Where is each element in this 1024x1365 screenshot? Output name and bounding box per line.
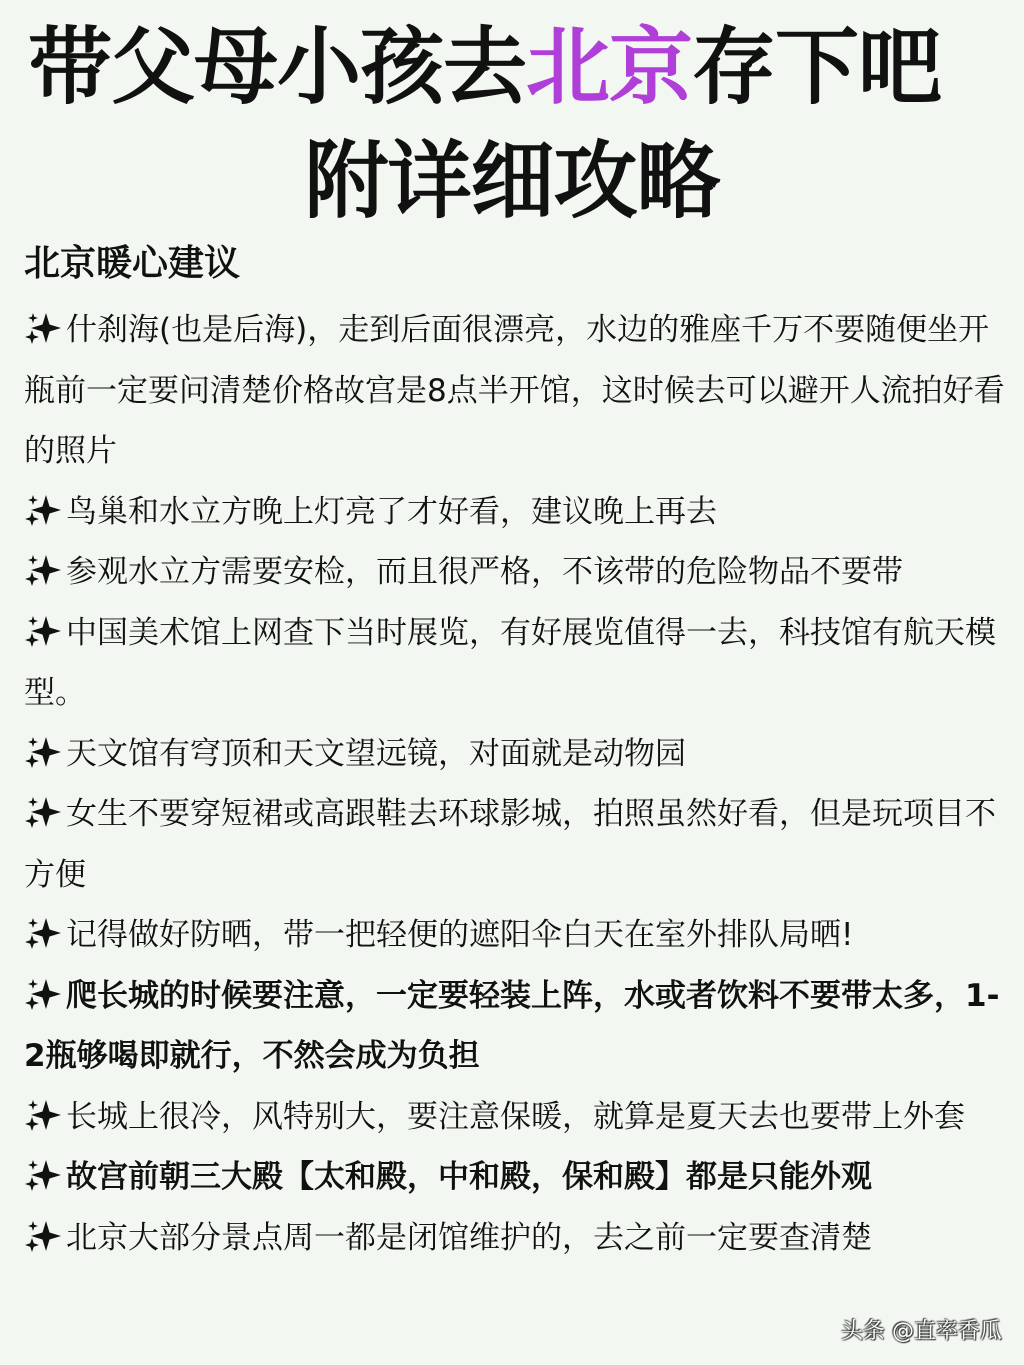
tip-text: 女生不要穿短裙或高跟鞋去环球影城，拍照虽然好看，但是玩项目不方便 [24, 796, 996, 893]
tip-item [24, 482, 1014, 543]
page-title-line-2: 附详细攻略 [304, 132, 720, 230]
tip-item [24, 1147, 1014, 1208]
sparkles-icon [24, 977, 62, 1011]
tip-text: 故宫前朝三大殿【太和殿，中和殿，保和殿】都是只能外观 [66, 1159, 872, 1195]
tip-text: 什刹海(也是后海)，走到后面很漂亮，水边的雅座千万不要随便坐开瓶前一定要问清楚价格故宫是8点半开馆，这时候去可以避开人流拍好看的照片 [24, 312, 1005, 469]
sparkles-icon [24, 795, 62, 829]
section-heading: 北京暖心建议 [24, 243, 241, 284]
title-text-post: 存下吧 [692, 18, 942, 116]
sparkles-icon [24, 1158, 62, 1192]
tip-item [24, 542, 1014, 603]
sparkles-icon [24, 1098, 62, 1132]
sparkles-icon [24, 493, 62, 527]
sparkles-icon [24, 1219, 62, 1253]
title-text-highlight: 北京 [526, 18, 693, 116]
watermark: 头条 @直率香瓜 [841, 1319, 1002, 1344]
tip-text: 长城上很冷，风特别大，要注意保暖，就算是夏天去也要带上外套 [66, 1098, 965, 1135]
tip-item [24, 905, 1014, 966]
tip-text: 鸟巢和水立方晚上灯亮了才好看，建议晚上再去 [66, 493, 717, 530]
page-title-line-1 [28, 18, 1024, 116]
tip-text: 中国美术馆上网查下当时展览，有好展览值得一去，科技馆有航天模型。 [24, 614, 996, 711]
tip-text: 天文馆有穹顶和天文望远镜，对面就是动物园 [66, 735, 686, 772]
sparkles-icon [24, 311, 62, 345]
sparkles-icon [24, 614, 62, 648]
title-text-pre: 带父母小孩去 [28, 18, 527, 116]
tip-text: 记得做好防晒，带一把轻便的遮阳伞白天在室外排队局晒! [66, 917, 854, 953]
tip-item [24, 603, 1014, 724]
tip-item [24, 1087, 1014, 1148]
tip-item [24, 784, 1014, 905]
tip-item [24, 300, 1014, 482]
tips-list [24, 300, 1014, 1268]
tip-item [24, 1208, 1014, 1269]
tip-item [24, 724, 1014, 785]
tip-text: 参观水立方需要安检，而且很严格，不该带的危险物品不要带 [66, 554, 903, 590]
tip-text: 北京大部分景点周一都是闭馆维护的，去之前一定要查清楚 [66, 1219, 872, 1256]
tip-item [24, 966, 1014, 1087]
tip-text: 爬长城的时候要注意，一定要轻装上阵，水或者饮料不要带太多，1-2瓶够喝即就行，不然会成为负担 [24, 977, 1000, 1074]
sparkles-icon [24, 916, 62, 950]
sparkles-icon [24, 553, 62, 587]
sparkles-icon [24, 735, 62, 769]
